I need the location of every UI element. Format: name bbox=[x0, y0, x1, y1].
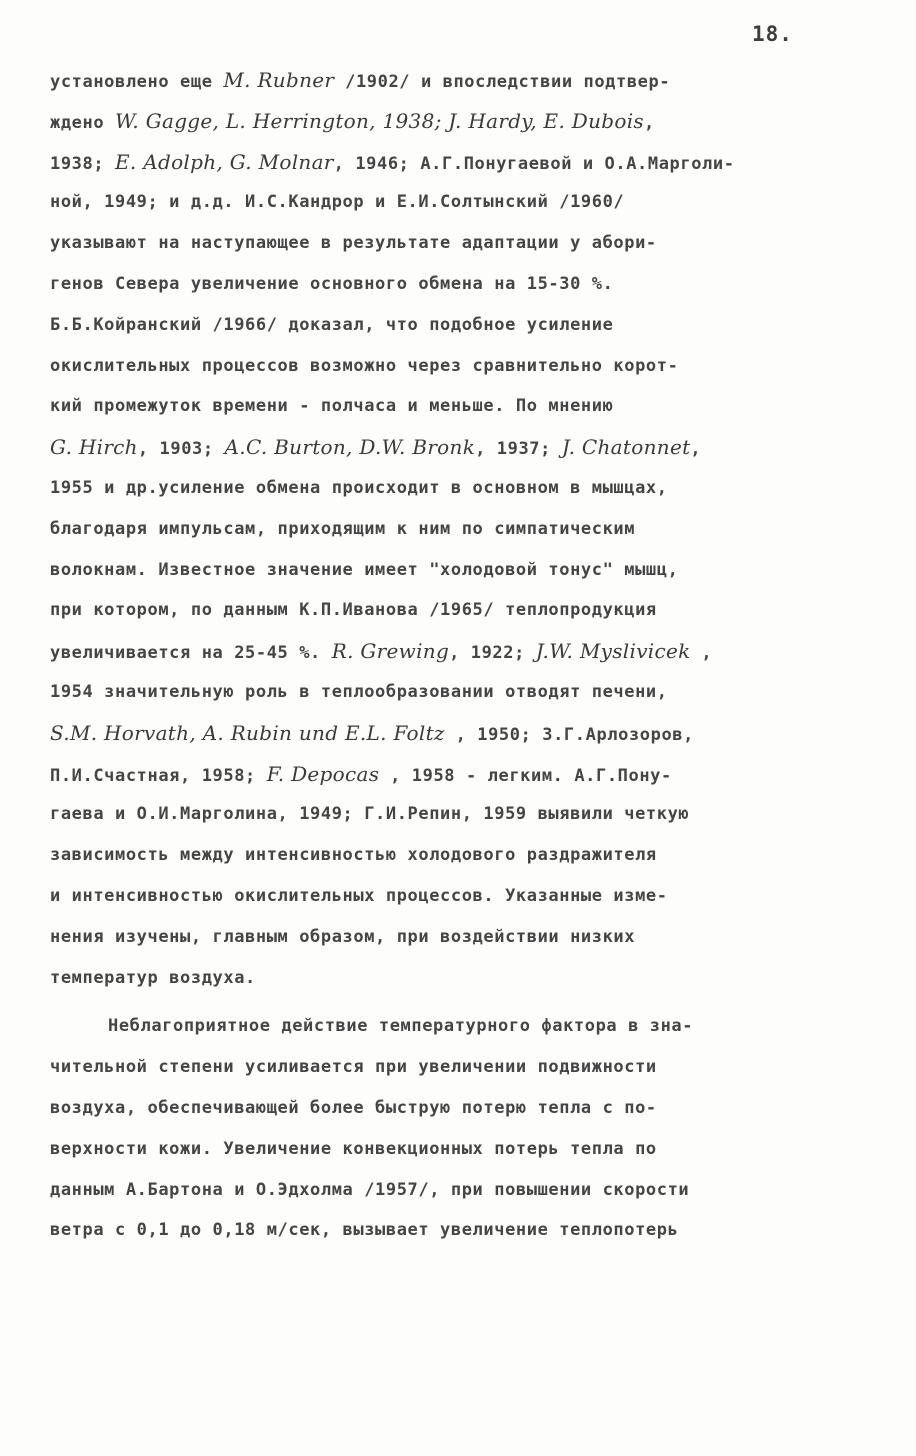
typed-text: , bbox=[690, 643, 713, 664]
text-line bbox=[50, 142, 880, 183]
typed-text: чительной степени усиливается при увеличении подвижности bbox=[50, 1057, 657, 1078]
typed-text: , 1946; А.Г.Понугаевой и О.А.Марголи- bbox=[333, 153, 735, 174]
text-line bbox=[50, 1006, 880, 1047]
text-line bbox=[50, 427, 880, 468]
typed-text: данным А.Бартона и О.Эдхолма /1957/, при повышении скорости bbox=[50, 1179, 690, 1200]
text-line bbox=[50, 958, 880, 999]
handwritten-citation: J. Chatonnet bbox=[561, 435, 691, 460]
text-line bbox=[50, 101, 880, 142]
typed-text: , bbox=[644, 112, 655, 133]
typed-text: , 1937; bbox=[475, 439, 562, 460]
typed-text: волокнам. Известное значение имеет "холодовой тонус" мышц, bbox=[50, 559, 679, 580]
typed-text: нения изучены, главным образом, при воздействии низких bbox=[50, 926, 636, 947]
typed-text: 1938; bbox=[50, 153, 116, 174]
handwritten-citation: W. Gagge, L. Herrington, 1938; J. Hardy, E. Dubois bbox=[115, 108, 644, 133]
typed-text: 1954 значительную роль в теплообразовании отводят печени, bbox=[50, 681, 668, 702]
typed-text: ждено bbox=[50, 112, 116, 133]
typed-text: , 1903; bbox=[137, 439, 225, 460]
handwritten-citation: A.C. Burton, D.W. Bronk bbox=[224, 435, 476, 460]
body-text bbox=[50, 60, 880, 1251]
typed-text: , 1922; bbox=[449, 643, 536, 664]
typed-text: верхности кожи. Увеличение конвекционных потерь тепла по bbox=[50, 1138, 657, 1159]
typed-text: установлено еще bbox=[50, 72, 224, 92]
typed-text: генов Севера увеличение основного обмена на 15-30 %. bbox=[50, 273, 614, 294]
typed-text: , 1950; З.Г.Арлозоров, bbox=[444, 724, 694, 745]
handwritten-citation: M. Rubner bbox=[223, 68, 335, 92]
handwritten-citation: E. Adolph, G. Molnar bbox=[115, 149, 334, 174]
text-line bbox=[50, 509, 880, 550]
handwritten-citation: S.M. Horvath, A. Rubin und E.L. Foltz bbox=[50, 720, 445, 745]
page-number: 18. bbox=[752, 22, 793, 46]
handwritten-citation: R. Grewing bbox=[331, 639, 450, 664]
typed-text: ной, 1949; и д.д. И.С.Кандрор и Е.И.Солтынский /1960/ bbox=[50, 192, 625, 213]
typed-text: указывают на наступающее в результате адаптации у абори- bbox=[50, 233, 657, 254]
typed-text: Б.Б.Койранский /1966/ доказал, что подобное усиление bbox=[50, 314, 614, 335]
text-line bbox=[50, 60, 880, 101]
text-line bbox=[50, 1088, 880, 1129]
typed-text: кий промежуток времени - полчаса и меньше. По мнению bbox=[50, 396, 614, 417]
text-line bbox=[50, 1170, 880, 1211]
typed-text: П.И.Счастная, 1958; bbox=[50, 765, 267, 786]
typed-text: и интенсивностью окислительных процессов. Указанные изме- bbox=[50, 885, 668, 906]
typed-text: зависимость между интенсивностью холодового раздражителя bbox=[50, 845, 657, 866]
typed-text: 1955 и др.усиление обмена происходит в основном в мышцах, bbox=[50, 477, 668, 498]
text-line bbox=[50, 264, 880, 305]
handwritten-citation: F. Depocas bbox=[266, 761, 380, 786]
text-line bbox=[50, 1210, 880, 1251]
text-line bbox=[50, 305, 880, 346]
text-line bbox=[50, 182, 880, 223]
handwritten-citation: J.W. Myslivicek bbox=[535, 639, 691, 664]
text-line bbox=[50, 917, 880, 958]
typed-text: увеличивается на 25-45 %. bbox=[50, 643, 332, 664]
text-line bbox=[50, 631, 880, 672]
typed-text: Неблагоприятное действие температурного фактора в зна- bbox=[108, 1016, 694, 1037]
text-line bbox=[50, 1047, 880, 1088]
typed-text: при котором, по данным К.П.Иванова /1965/ теплопродукция bbox=[50, 600, 657, 621]
text-line bbox=[50, 590, 880, 631]
text-line bbox=[50, 1129, 880, 1170]
typed-text: ветра с 0,1 до 0,18 м/сек, вызывает увеличение теплопотерь bbox=[50, 1220, 679, 1241]
text-line bbox=[50, 386, 880, 427]
text-line bbox=[50, 223, 880, 264]
typed-text: благодаря импульсам, приходящим к ним по симпатическим bbox=[50, 518, 636, 539]
text-line bbox=[50, 876, 880, 917]
text-line bbox=[50, 672, 880, 713]
typed-text: температур воздуха. bbox=[50, 967, 256, 988]
text-line bbox=[50, 713, 880, 754]
text-line bbox=[50, 346, 880, 387]
paragraph-gap bbox=[50, 998, 880, 1006]
typed-text: , 1958 - легким. А.Г.Пону- bbox=[379, 765, 672, 786]
typed-text: /1902/ и впоследствии подтвер- bbox=[334, 72, 671, 92]
text-line bbox=[50, 794, 880, 835]
text-line bbox=[50, 835, 880, 876]
typed-text: гаева и О.И.Марголина, 1949; Г.И.Репин, 1959 выявили четкую bbox=[50, 804, 690, 825]
typed-text: воздуха, обеспечивающей более быструю потерю тепла с по- bbox=[50, 1097, 657, 1118]
typed-text: , bbox=[690, 439, 702, 460]
text-line bbox=[50, 468, 880, 509]
text-line bbox=[50, 754, 880, 795]
typed-text: окислительных процессов возможно через сравнительно корот- bbox=[50, 355, 679, 376]
text-line bbox=[50, 550, 880, 591]
handwritten-citation: G. Hirch bbox=[50, 435, 138, 460]
